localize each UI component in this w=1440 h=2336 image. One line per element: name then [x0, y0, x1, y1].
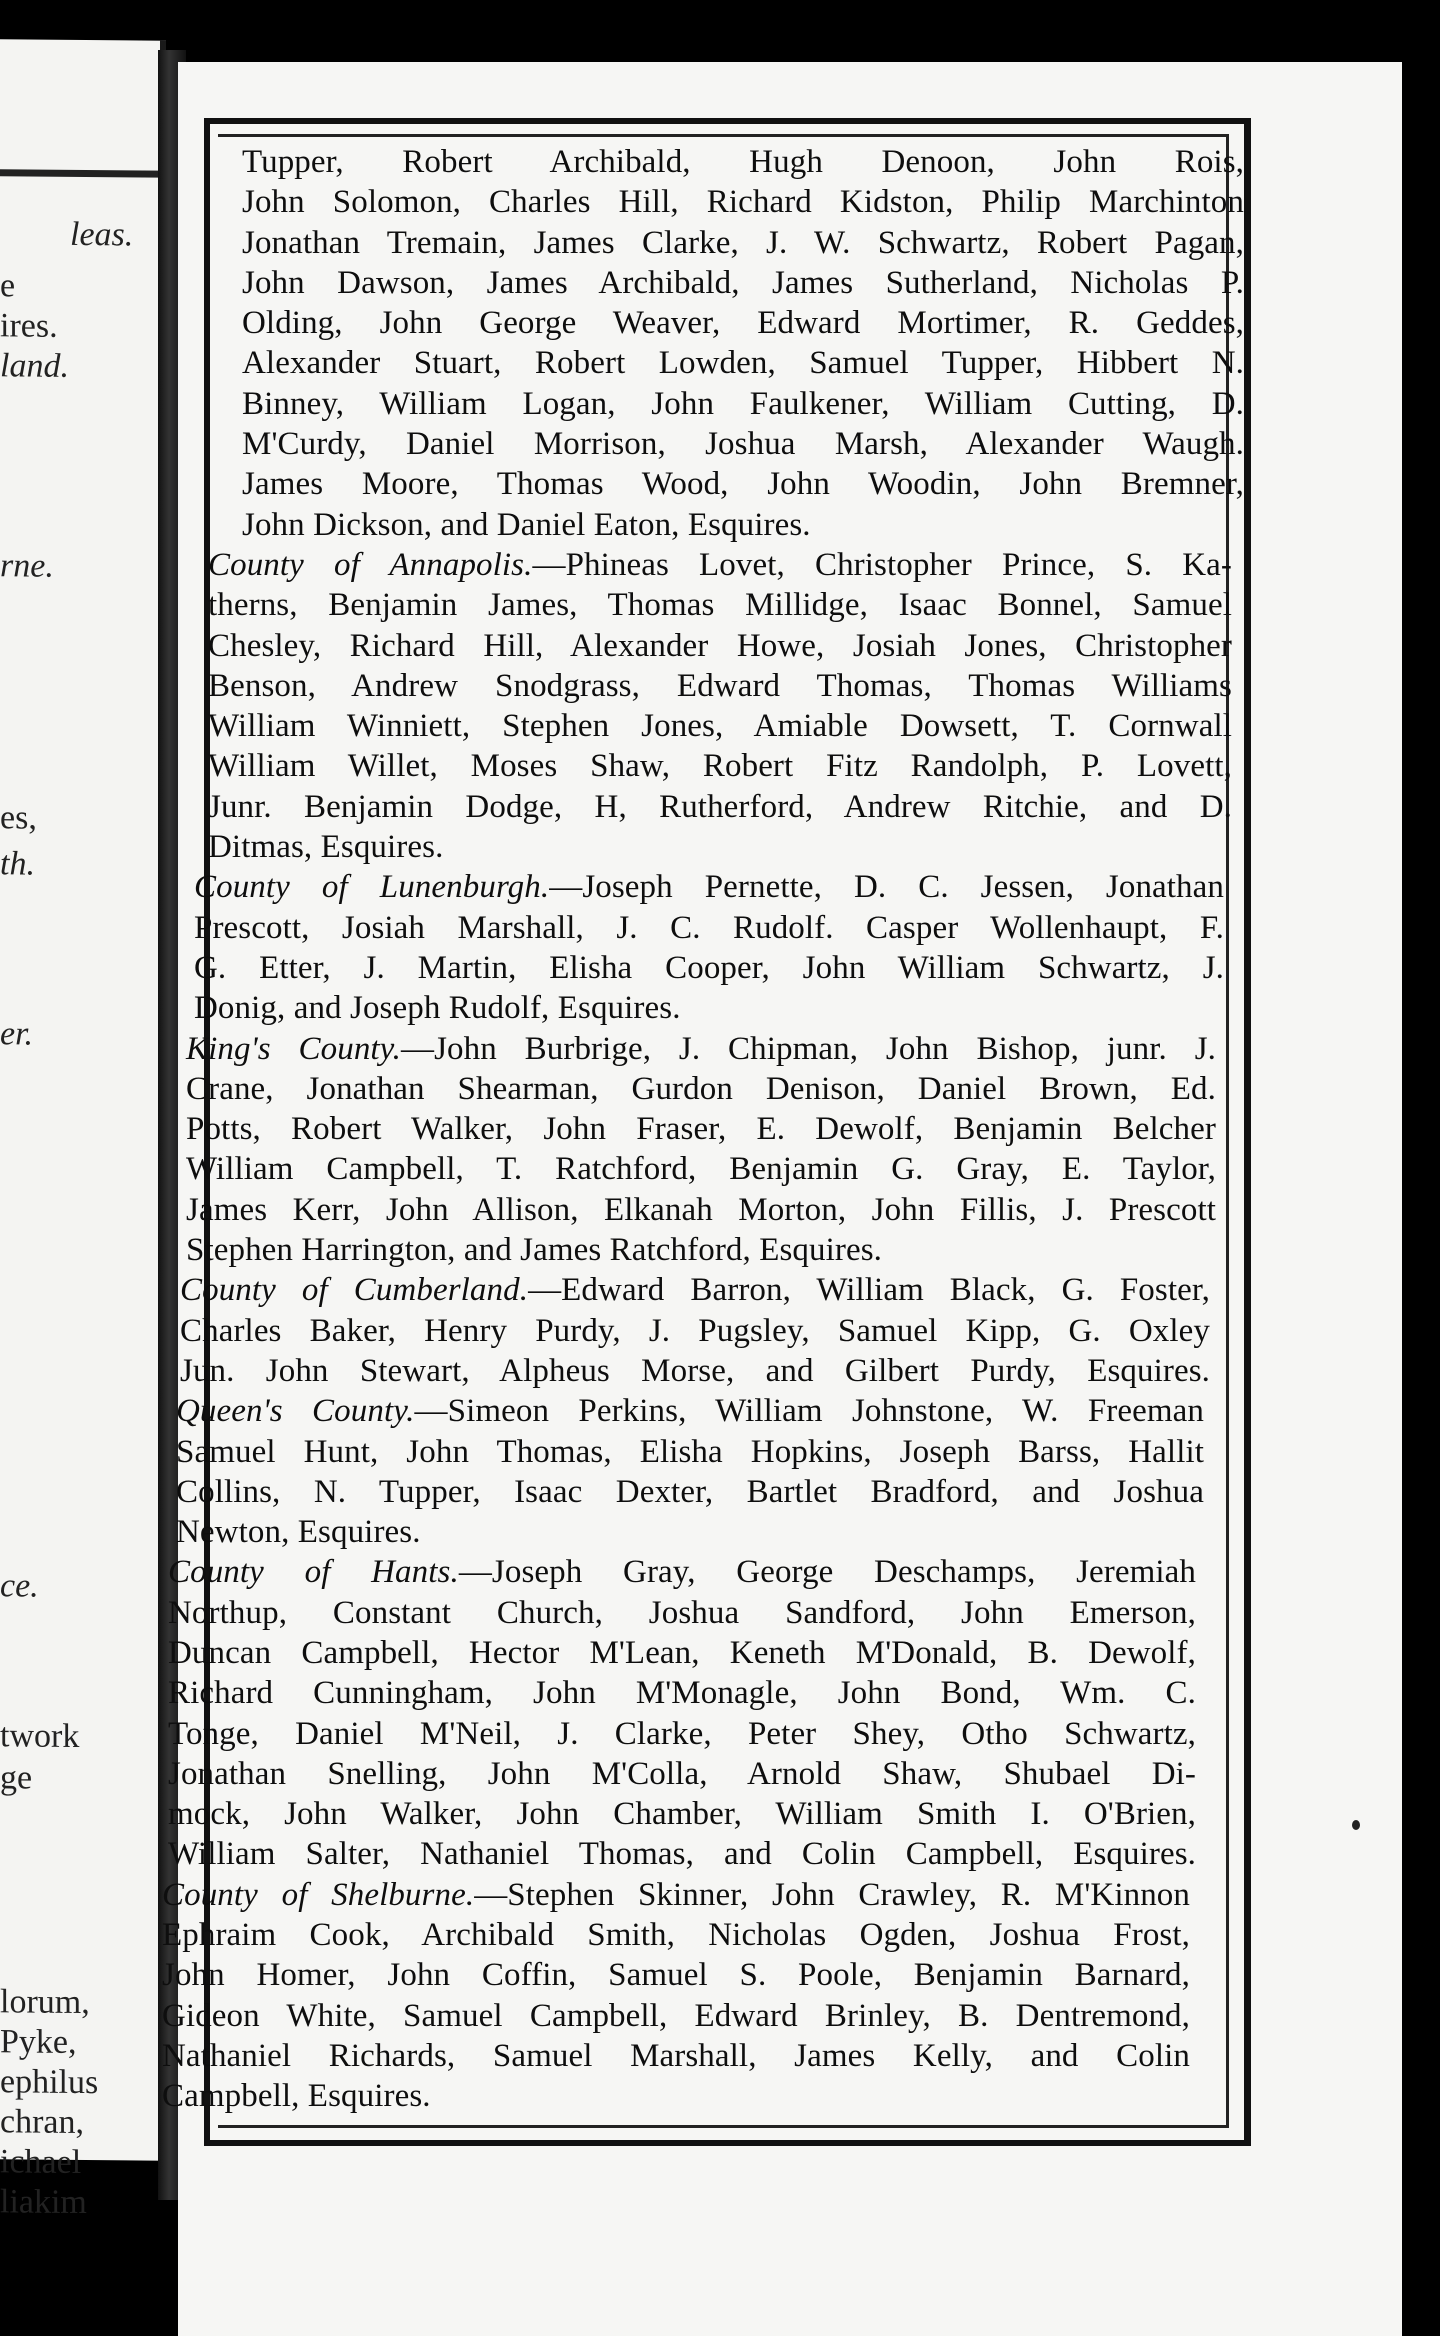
- left-fragment: leas.: [70, 215, 134, 254]
- left-fragment: ge: [0, 1759, 33, 1797]
- text-line: G. Etter, J. Martin, Elisha Cooper, John William Schwartz, J.: [194, 949, 1224, 986]
- left-fragment: th.: [0, 845, 35, 883]
- text-line: Olding, John George Weaver, Edward Mortimer, R. Geddes,: [242, 305, 1244, 342]
- section-shelburne: [150, 1875, 1250, 2117]
- text-line: Crane, Jonathan Shearman, Gurdon Denison, Daniel Brown, Ed.: [186, 1070, 1216, 1107]
- text-line: Charles Baker, Henry Purdy, J. Pugsley, Samuel Kipp, G. Oxley: [180, 1312, 1210, 1349]
- section-kings-county: [150, 1029, 1250, 1271]
- left-fragment: es,: [0, 799, 37, 837]
- text-line: Newton, Esquires.: [176, 1514, 421, 1551]
- text-line: Benson, Andrew Snodgrass, Edward Thomas, Thomas Williams: [208, 667, 1232, 704]
- text-line: Binney, William Logan, John Faulkener, William Cutting, D.: [242, 385, 1244, 422]
- text-line: Tupper, Robert Archibald, Hugh Denoon, John Rois,: [242, 144, 1244, 180]
- text-line: Potts, Robert Walker, John Fraser, E. Dewolf, Benjamin Belcher: [186, 1111, 1216, 1148]
- county-heading: County of Annapolis.: [208, 546, 533, 583]
- text-line: Tonge, Daniel M'Neil, J. Clarke, Peter Shey, Otho Schwartz,: [168, 1715, 1196, 1752]
- section-cumberland: [150, 1270, 1250, 1391]
- left-fragment: ce.: [0, 1567, 39, 1605]
- document-body: [150, 142, 1250, 2117]
- text-line: Stephen Harrington, and James Ratchford, Esquires.: [186, 1232, 883, 1269]
- text-line: John Dawson, James Archibald, James Sutherland, Nicholas P.: [242, 264, 1244, 301]
- left-page-rule: [0, 169, 160, 177]
- text-line: Chesley, Richard Hill, Alexander Howe, Josiah Jones, Christopher: [208, 627, 1232, 664]
- text-line: Jun. John Stewart, Alpheus Morse, and Gilbert Purdy, Esquires.: [180, 1352, 1210, 1389]
- left-fragment: e: [0, 267, 16, 305]
- left-fragment: er.: [0, 1015, 34, 1053]
- county-heading: County of Cumberland.: [180, 1272, 529, 1309]
- left-fragment: ephilus: [0, 2063, 99, 2102]
- section-hants: [150, 1552, 1250, 1874]
- county-heading: County of Lunenburgh.: [194, 869, 550, 906]
- text-line: therns, Benjamin James, Thomas Millidge, Isaac Bonnel, Samuel: [208, 587, 1232, 624]
- text-line: Gideon White, Samuel Campbell, Edward Brinley, B. Dentremond,: [162, 1997, 1190, 2034]
- text-line: William Campbell, T. Ratchford, Benjamin G. Gray, E. Taylor,: [186, 1151, 1216, 1188]
- text-line: Richard Cunningham, John M'Monagle, John Bond, Wm. C.: [168, 1675, 1196, 1712]
- section-queens-county: [150, 1391, 1250, 1552]
- ink-speck: [1352, 1820, 1360, 1830]
- text-line: County of Lunenburgh.—Joseph Pernette, D. C. Jessen, Jonathan: [194, 869, 1225, 906]
- left-fragment: chran,: [0, 2103, 85, 2142]
- text-line: Campbell, Esquires.: [162, 2078, 431, 2115]
- text-line: Collins, N. Tupper, Isaac Dexter, Bartlet Bradford, and Joshua: [176, 1473, 1204, 1510]
- text-line: County of Shelburne.—Stephen Skinner, John Crawley, R. M'Kinnon: [162, 1876, 1190, 1913]
- text-line: Duncan Campbell, Hector M'Lean, Keneth M'Donald, B. Dewolf,: [168, 1634, 1196, 1671]
- halifax-list: [150, 142, 1250, 545]
- text-line: County of Hants.—Joseph Gray, George Deschamps, Jeremiah: [168, 1554, 1196, 1591]
- text-line: John Homer, John Coffin, Samuel S. Poole, Benjamin Barnard,: [162, 1957, 1190, 1994]
- text-line: M'Curdy, Daniel Morrison, Joshua Marsh, Alexander Waugh.: [242, 426, 1244, 463]
- county-heading: County of Hants.: [168, 1554, 459, 1591]
- county-heading: County of Shelburne.: [162, 1876, 475, 1913]
- text-line: John Dickson, and Daniel Eaton, Esquires.: [242, 506, 811, 543]
- text-line: County of Cumberland.—Edward Barron, William Black, G. Foster,: [180, 1272, 1210, 1309]
- text-line: William Salter, Nathaniel Thomas, and Colin Campbell, Esquires.: [168, 1836, 1196, 1873]
- left-fragment: rne.: [0, 547, 54, 585]
- text-line: Donig, and Joseph Rudolf, Esquires.: [194, 990, 681, 1027]
- section-annapolis: [150, 545, 1250, 867]
- left-fragment: ichael: [0, 2143, 82, 2181]
- text-line: Prescott, Josiah Marshall, J. C. Rudolf. Casper Wollenhaupt, F.: [194, 909, 1224, 946]
- left-fragment: ires.: [0, 307, 58, 345]
- text-line: Ephraim Cook, Archibald Smith, Nicholas Ogden, Joshua Frost,: [162, 1917, 1190, 1954]
- text-line: Jonathan Tremain, James Clarke, J. W. Schwartz, Robert Pagan,: [242, 224, 1244, 261]
- left-fragment: land.: [0, 347, 69, 385]
- county-heading: King's County.: [186, 1030, 401, 1067]
- county-heading: Queen's County.: [176, 1393, 415, 1430]
- text-line: Queen's County.—Simeon Perkins, William Johnstone, W. Freeman: [176, 1393, 1205, 1430]
- text-line: Alexander Stuart, Robert Lowden, Samuel Tupper, Hibbert N.: [242, 345, 1244, 382]
- text-line: James Moore, Thomas Wood, John Woodin, John Bremner,: [242, 466, 1244, 503]
- text-line: mock, John Walker, John Chamber, William Smith I. O'Brien,: [168, 1796, 1196, 1833]
- text-line: James Kerr, John Allison, Elkanah Morton, John Fillis, J. Prescott: [186, 1191, 1216, 1228]
- text-line: Northup, Constant Church, Joshua Sandford, John Emerson,: [168, 1594, 1196, 1631]
- section-lunenburgh: [150, 867, 1250, 1028]
- left-fragment: Pyke,: [0, 2023, 77, 2061]
- text-line: County of Annapolis.—Phineas Lovet, Christopher Prince, S. Ka-: [208, 546, 1232, 583]
- left-fragment: liakim: [0, 2183, 87, 2222]
- left-fragment: twork: [0, 1717, 80, 1755]
- text-line: William Winniett, Stephen Jones, Amiable Dowsett, T. Cornwall: [208, 708, 1232, 745]
- text-line: John Solomon, Charles Hill, Richard Kidston, Philip Marchinton: [242, 184, 1244, 221]
- text-line: Samuel Hunt, John Thomas, Elisha Hopkins, Joseph Barss, Hallit: [176, 1433, 1204, 1470]
- text-line: King's County.—John Burbrige, J. Chipman, John Bishop, junr. J.: [186, 1030, 1216, 1067]
- left-fragment: lorum,: [0, 1983, 90, 2022]
- text-line: Ditmas, Esquires.: [208, 829, 444, 866]
- text-line: William Willet, Moses Shaw, Robert Fitz Randolph, P. Lovett,: [208, 748, 1232, 785]
- text-line: Junr. Benjamin Dodge, H, Rutherford, Andrew Ritchie, and D.: [208, 788, 1232, 825]
- text-line: Jonathan Snelling, John M'Colla, Arnold Shaw, Shubael Di-: [168, 1755, 1196, 1792]
- left-page: [0, 39, 166, 2222]
- text-line: Nathaniel Richards, Samuel Marshall, James Kelly, and Colin: [162, 2037, 1190, 2074]
